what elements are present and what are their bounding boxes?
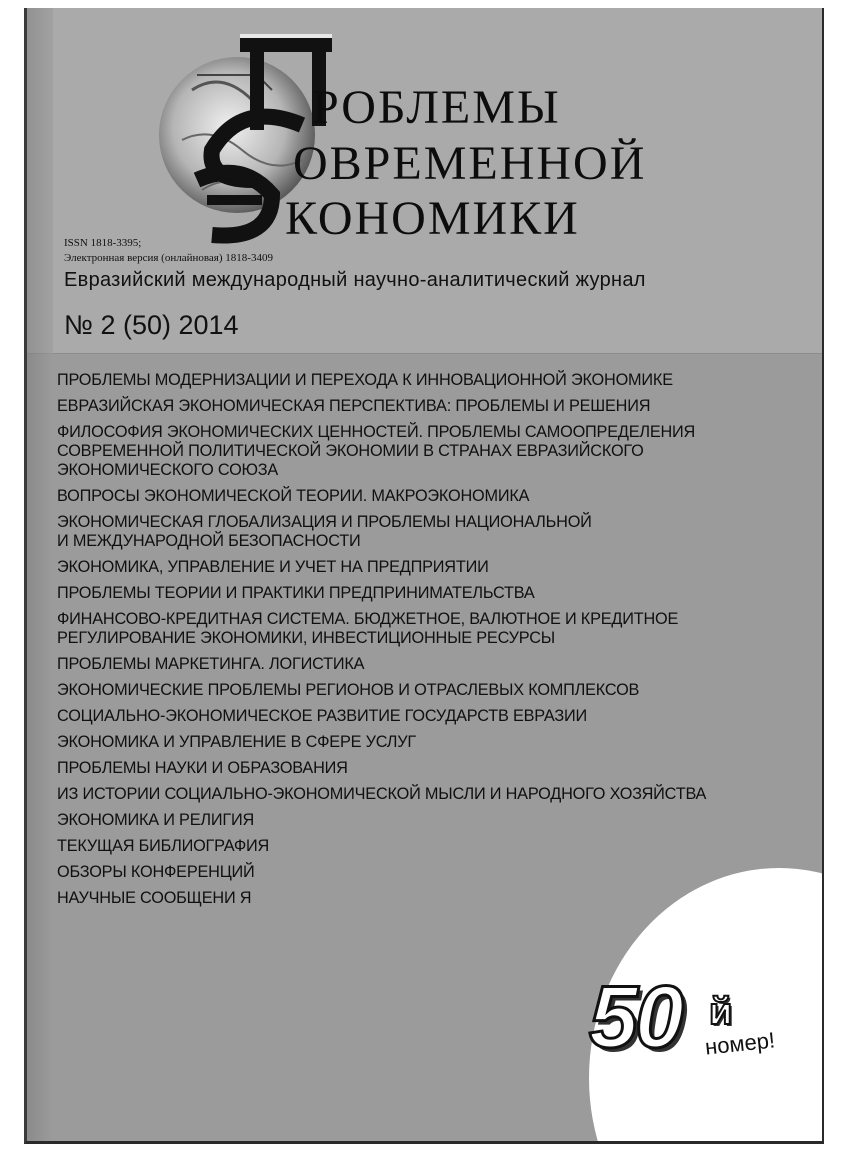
anniversary-word: номер!: [703, 1027, 777, 1060]
topic-item: ПРОБЛЕМЫ НАУКИ И ОБРАЗОВАНИЯ: [57, 759, 348, 777]
topic-item: СОЦИАЛЬНО-ЭКОНОМИЧЕСКОЕ РАЗВИТИЕ ГОСУДАРСТВ ЕВРАЗИИ: [57, 707, 587, 725]
title-line-1: РОБЛЕМЫ: [312, 81, 561, 134]
topic-item: ФИНАНСОВО-КРЕДИТНАЯ СИСТЕМА. БЮДЖЕТНОЕ, ВАЛЮТНОЕ И КРЕДИТНОЕ РЕГУЛИРОВАНИЕ ЭКОНОМИКИ, ИНВЕСТИЦИОННЫЕ РЕСУРСЫ: [57, 610, 679, 647]
topic-item: ПРОБЛЕМЫ МАРКЕТИНГА. ЛОГИСТИКА: [57, 655, 365, 673]
topic-item: ЭКОНОМИЧЕСКИЕ ПРОБЛЕМЫ РЕГИОНОВ И ОТРАСЛЕВЫХ КОМПЛЕКСОВ: [57, 681, 640, 699]
topic-item: ВОПРОСЫ ЭКОНОМИЧЕСКОЙ ТЕОРИИ. МАКРОЭКОНОМИКА: [57, 487, 530, 505]
title-line-2: ОВРЕМЕННОЙ: [293, 137, 647, 190]
journal-subtitle: Евразийский международный научно-аналитический журнал: [64, 269, 646, 291]
topic-item: ПРОБЛЕМЫ ТЕОРИИ И ПРАКТИКИ ПРЕДПРИНИМАТЕЛЬСТВА: [57, 584, 535, 602]
topic-item: НАУЧНЫЕ СООБЩЕНИ Я: [57, 889, 252, 907]
topic-item: ФИЛОСОФИЯ ЭКОНОМИЧЕСКИХ ЦЕННОСТЕЙ. ПРОБЛЕМЫ САМООПРЕДЕЛЕНИЯ СОВРЕМЕННОЙ ПОЛИТИЧЕСКОЙ ЭКОНОМИИ В СТРАНАХ ЕВРАЗИЙСКОГО ЭКОНОМИЧЕСКОГО СОЮЗА: [57, 423, 696, 479]
topic-item: ОБЗОРЫ КОНФЕРЕНЦИЙ: [57, 863, 255, 881]
spine-shadow: [27, 8, 53, 1141]
topic-item: ЭКОНОМИЧЕСКАЯ ГЛОБАЛИЗАЦИЯ И ПРОБЛЕМЫ НАЦИОНАЛЬНОЙ И МЕЖДУНАРОДНОЙ БЕЗОПАСНОСТИ: [57, 513, 592, 550]
anniversary-suffix: й: [709, 991, 733, 1033]
topic-item: ЭКОНОМИКА И УПРАВЛЕНИЕ В СФЕРЕ УСЛУГ: [57, 733, 417, 751]
topic-item: ЕВРАЗИЙСКАЯ ЭКОНОМИЧЕСКАЯ ПЕРСПЕКТИВА: ПРОБЛЕМЫ И РЕШЕНИЯ: [57, 397, 651, 415]
topic-item: ЭКОНОМИКА И РЕЛИГИЯ: [57, 811, 255, 829]
topic-item: ТЕКУЩАЯ БИБЛИОГРАФИЯ: [57, 837, 270, 855]
topics-list: [57, 371, 706, 915]
issue-number: № 2 (50) 2014: [64, 310, 239, 340]
journal-cover: [24, 8, 824, 1144]
anniversary-number: 50: [589, 967, 681, 1066]
issn-online: Электронная версия (онлайновая) 1818-3409: [64, 252, 273, 264]
title-line-3: КОНОМИКИ: [285, 192, 580, 245]
topic-item: ИЗ ИСТОРИИ СОЦИАЛЬНО-ЭКОНОМИЧЕСКОЙ МЫСЛИ И НАРОДНОГО ХОЗЯЙСТВА: [57, 785, 707, 803]
header-divider: [27, 353, 822, 354]
globe-sphere: [159, 57, 315, 213]
topic-item: ЭКОНОМИКА, УПРАВЛЕНИЕ И УЧЕТ НА ПРЕДПРИЯТИИ: [57, 558, 489, 576]
topic-item: ПРОБЛЕМЫ МОДЕРНИЗАЦИИ И ПЕРЕХОДА К ИННОВАЦИОННОЙ ЭКОНОМИКЕ: [57, 371, 673, 389]
issn-print: ISSN 1818-3395;: [64, 237, 142, 249]
